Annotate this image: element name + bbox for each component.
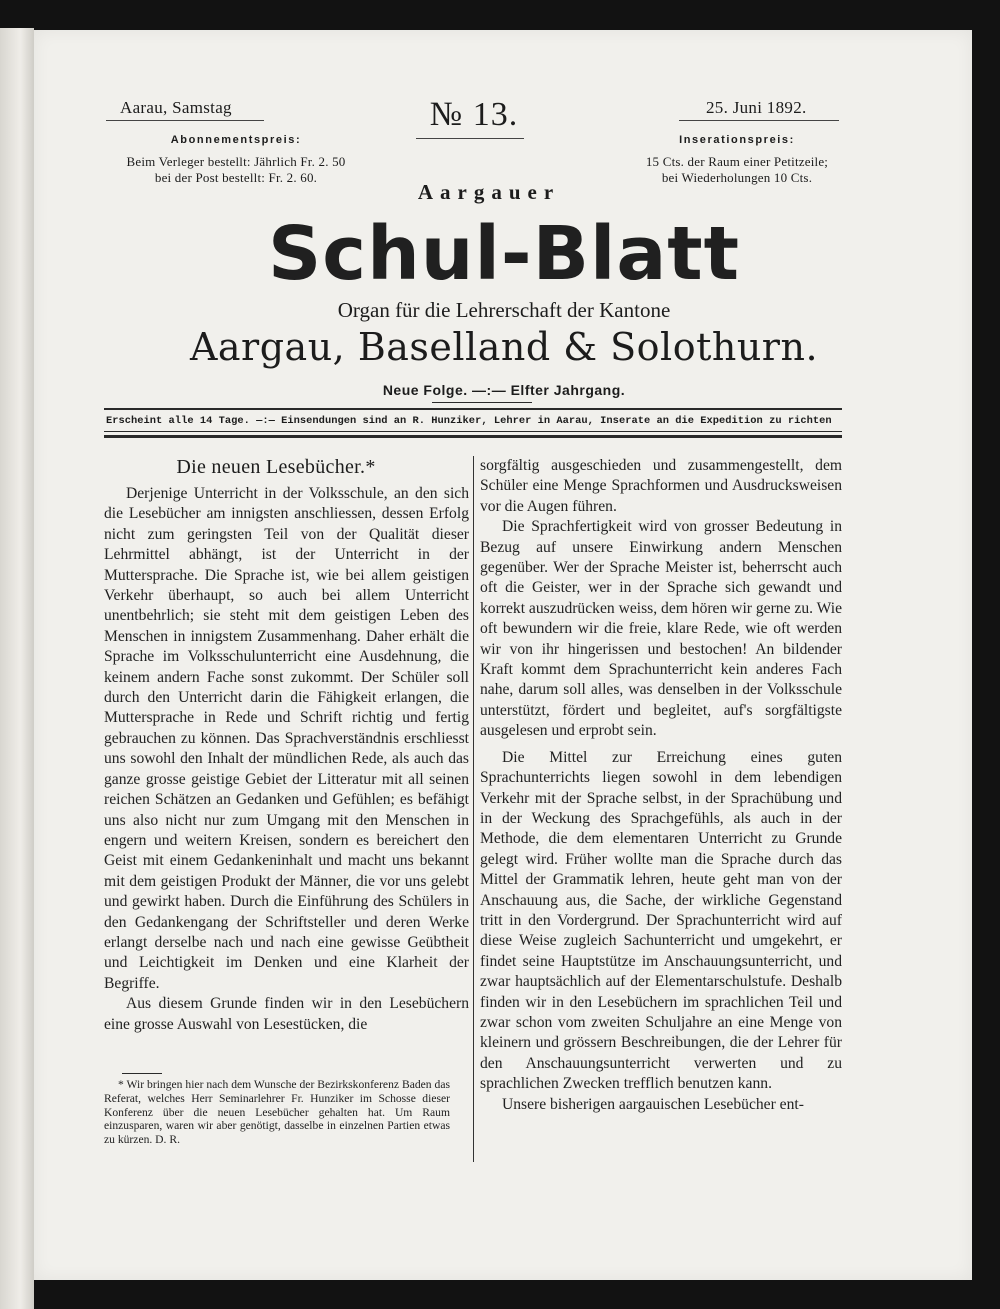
top-rule <box>104 408 842 410</box>
column-divider <box>473 456 474 1162</box>
footnote-rule <box>122 1073 162 1074</box>
number-underline <box>416 138 524 139</box>
organ-subtitle: Organ für die Lehrerschaft der Kantone <box>337 298 671 322</box>
date-underline <box>679 120 839 121</box>
publication-notice: Erscheint alle 14 Tage. —:— Einsendungen sind an R. Hunziker, Lehrer in Aarau, Inserate an die Expedition zu richten <box>106 415 832 427</box>
subscription-box <box>98 134 374 186</box>
left-paragraph-2: Aus diesem Grunde finden wir in den Lesebüchern eine grosse Auswahl von Lesestücken, die <box>104 995 469 1033</box>
book-spine <box>0 28 34 1309</box>
article-title: Die neuen Lesebücher.* <box>176 456 376 478</box>
cantons-title: Aargau, Baselland & Solothurn. <box>189 325 819 369</box>
footnote <box>104 1078 450 1147</box>
right-paragraph-4: Unsere bisherigen aargauischen Lesebücher ent- <box>502 1095 804 1113</box>
notice-rule-thick <box>104 435 842 438</box>
right-column <box>480 456 842 1115</box>
folge-underline <box>432 402 532 403</box>
right-paragraph-3: Die Mittel zur Erreichung eines guten Sprachunterrichts liegen sowohl in dem lebendigen Verkehr mit der Sprache selbst, in der Sprachübung und in der Weckung des Sprachgefühls, als auch in der Methode, die dem elementaren Unterricht zu Grunde gelegt wird. Früher wollte man die Sprache durch das Mittel der Grammatik lehren, heute geht man von der Anschauung aus, die Sache, der wirkliche Gegenstand tritt in den Vordergrund. Der Sprachunterricht wird auf diese Weise zugleich Sachunterricht und umgekehrt, er findet seine Hauptstütze im Anschauungsunterricht, und zwar hauptsächlich auf der Elementarschulstufe. Deshalb finden wir in den Lesebüchern im sprachlichen Teil und zwar schon vom zweiten Schuljahre an eine Menge von kleinern und grössern Beschreibungen, die der Lehrer für den Anschauungsunterricht verwerten und zu sprachlichen Zwecken trefflich benutzen kann. <box>480 748 842 1093</box>
right-paragraph-2: Die Sprachfertigkeit wird von grosser Bedeutung in Bezug auf unsere Einwirkung andern Menschen gegenüber. Wer der Sprache Meister ist, beherrscht auch oft die Geister, wer in der Sprache sich gewandt und korrekt auszudrücken weiss, dem hören wir gerne zu. Wie oft bewundern wir die freie, klare Rede, wie oft werden wir von ihr hingerissen und bestochen! An bildender Kraft kommt dem Sprachunterricht kein anderes Fach nahe, darum soll alles, was denselben in der Volksschule unterstützt, fördert und begleitet, auf's sorgfältigste ausgelesen und erprobt sein. <box>480 518 842 740</box>
insertion-line-1: 15 Cts. der Raum einer Petitzeile; <box>645 154 829 169</box>
masthead-title: Schul-Blatt <box>267 211 741 297</box>
notice-rule-thin <box>104 431 842 432</box>
subscription-line-2: bei der Post bestellt: Fr. 2. 60. <box>154 170 318 185</box>
subscription-line-1: Beim Verleger bestellt: Jährlich Fr. 2. 50 <box>126 154 346 169</box>
place-day: Aarau, Samstag <box>120 98 232 117</box>
subscription-title: Abonnementspreis: <box>170 134 302 146</box>
place-underline <box>106 120 264 121</box>
series-volume: Neue Folge. —:— Elfter Jahrgang. <box>382 382 626 398</box>
issue-number: № 13. <box>429 96 519 133</box>
insertion-line-2: bei Wiederholungen 10 Cts. <box>661 170 813 185</box>
left-column <box>104 484 469 1035</box>
footnote-text: * Wir bringen hier nach dem Wunsche der Bezirkskonferenz Baden das Referat, welches Herr Seminarlehrer Fr. Hunziker im Schosse dieser Konferenz über die neuen Lesebücher gehalten hat. Um Raum einzusparen, waren wir aber genötigt, dasselbe in einzelnen Partien etwas zu kürzen. D. R. <box>104 1078 450 1147</box>
left-paragraph-1: Derjenige Unterricht in der Volksschule, an den sich die Lesebücher am innigsten anschliessen, dessen Erfolg nicht zum geringsten Teil von der Qualität dieser Lehrmittel abhängt, ist der Unterricht in der Muttersprache. Die Sprache ist, wie bei allem geistigen Verkehr überhaupt, so auch bei allem Unterricht unentbehrlich; sie steht mit dem geistigen Leben des Menschen in innigstem Zusammenhang. Daher erhält die Sprache im Volksschulunterricht eine Ausdehnung, die keinem andern Fache sonst zukommt. Der Schüler soll durch den Unterricht darin die Fähigkeit erlangen, die Muttersprache in Rede und Schrift richtig und fertig gebrauchen zu können. Das Sprachverständnis erschliesst uns sowohl den Inhalt der mündlichen Rede, als auch das ganze grosse geistige Gebiet der Litteratur mit all seinen reichen Schätzen an Gedanken und Gefühlen; es befähigt uns also nicht nur zum Umgang mit den Menschen in engern und weitern Kreisen, sondern es bereichert den Geist mit einem Gedankeninhalt und macht uns bekannt mit dem geistigen Produkt der Männer, die vor uns gelebt und gewirkt haben. Durch die Einführung des Schülers in den Gedankengang der Schriftsteller und deren Werke erlangt derselbe nach und nach eine gewisse Geübtheit und Leichtigkeit im Denken und eine Klarheit der Begriffe. <box>104 485 469 992</box>
insertion-box <box>602 134 872 186</box>
issue-date: 25. Juni 1892. <box>706 98 807 117</box>
right-paragraph-1: sorgfältig ausgeschieden und zusammengestellt, dem Schüler eine Menge Sprachformen und Ausdrucksweisen vor die Augen führen. <box>480 457 842 515</box>
insertion-title: Inserationspreis: <box>679 134 795 146</box>
newspaper-page <box>34 30 972 1280</box>
aargauer-label: Aargauer <box>417 180 561 204</box>
